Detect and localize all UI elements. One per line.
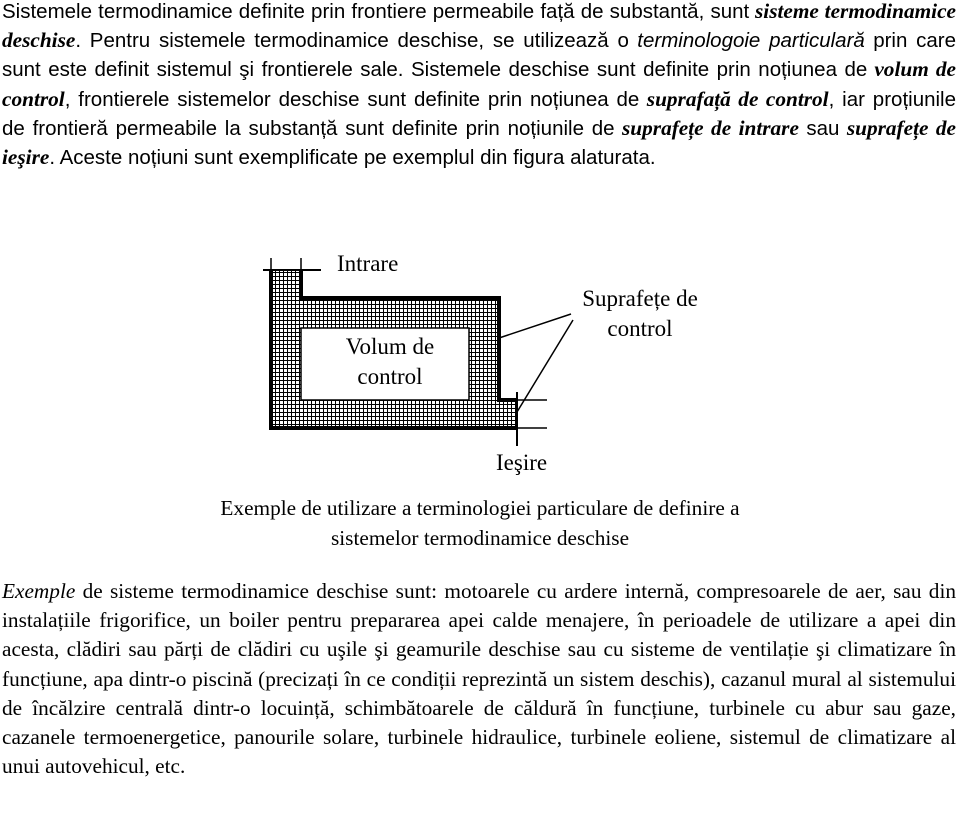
control-volume-label: Volum de control [345, 334, 435, 389]
intro-text-6: sau [806, 116, 840, 140]
term-outlet-surfaces: suprafețe de ieşire [2, 115, 956, 170]
intro-text-3: prin care sunt este definit sistemul şi frontierele sale. Sistemele deschise sunt definite prin noțiunea de [2, 29, 957, 82]
leader-line-1 [499, 314, 571, 338]
intro-text-2: . Pentru sistemele termodinamice deschise, se utilizează o [75, 29, 629, 53]
term-inlet-surfaces: suprafețe de intrare [622, 115, 799, 140]
term-terminology: terminologoie particulară [637, 29, 865, 53]
open-system-diagram [255, 240, 755, 480]
intro-text-7: . Aceste noțiuni sunt exemplificate pe exemplul din figura alaturata. [49, 146, 656, 170]
intro-text-4: , frontierele sistemelor deschise sunt definite prin noțiunea de [64, 87, 640, 111]
examples-body: de sisteme termodinamice deschise sunt: motoarele cu ardere internă, compresoarele de aer, sau din instalațiile frigorifice, un boiler pentru prepararea apei calde menajere, în perioadele de utilizare a apei din acesta, clădiri sau părți de clădiri cu uşile şi geamurile deschise sau cu sisteme de ventilație şi climatizare în funcțiune, apa dintr-o piscină (precizați în ce condiții reprezintă un sistem deschis), cazanul mural al sistemului de încălzire centrală dintr-o locuință, schimbătoarele de căldură în funcțiune, turbinele cu abur sau gaze, cazanele termoenergetice, panourile solare, turbinele hidraulice, turbinele eoliene, sistemul de climatizare al unui autovehicul, etc. [2, 579, 957, 779]
term-open-systems: sisteme termodinamice deschise [2, 0, 956, 53]
figure-caption [100, 493, 860, 553]
intro-text-5: , iar proțiunile de frontieră permeabile la substanță sunt definite prin noțiunile de [2, 87, 957, 140]
examples-lead: Exemple [2, 579, 76, 603]
outlet-label: Ieşire [496, 450, 548, 475]
inlet-label: Intrare [337, 251, 399, 276]
caption-line-1: Exemple de utilizare a terminologiei particulare de definire a [220, 496, 740, 520]
term-control-volume: volum de control [2, 57, 956, 111]
intro-text-1: Sistemele termodinamice definite prin frontiere permeabile față de substantă, sunt [2, 0, 750, 23]
term-control-surface: suprafață de control [646, 86, 829, 111]
examples-paragraph [2, 577, 956, 781]
control-surface-label: Suprafețe de control [582, 286, 698, 341]
caption-line-2: sistemelor termodinamice deschise [330, 526, 630, 550]
intro-paragraph [2, 0, 956, 172]
